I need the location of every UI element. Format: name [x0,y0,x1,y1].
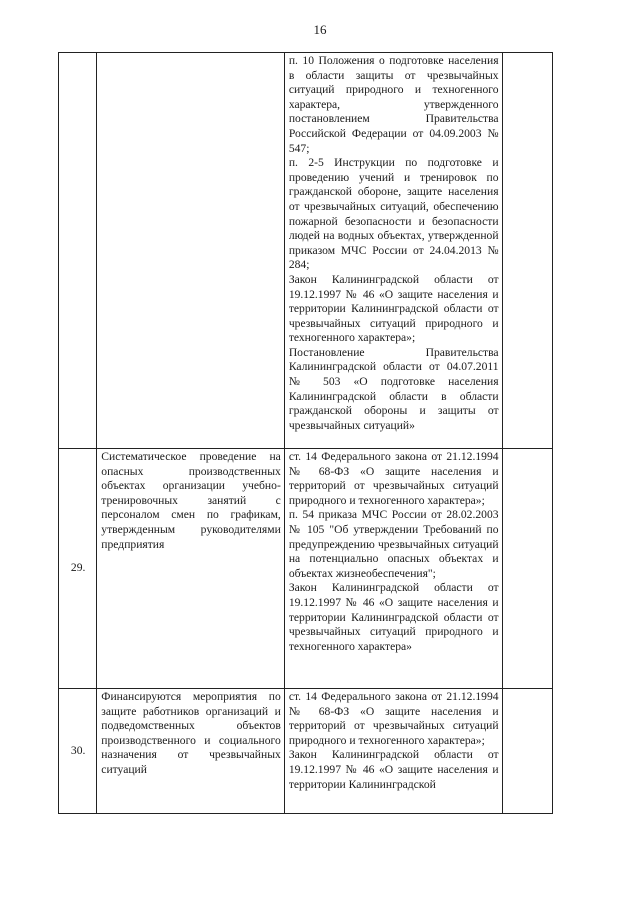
legal-act-text: ст. 14 Федерального закона от 21.12.1994 № 68-ФЗ «О защите населения и территорий от чрезвычайных ситуаций природного и техногенного характера»; [288,450,499,507]
requirement-cell [97,53,285,449]
requirement-text: Систематическое проведение на опасных производственных объектах организации учебно-тренировочных занятий с персоналом смен по графикам, утвержденным руководителями предприятия [101,450,281,551]
table-row [59,53,553,449]
legal-act-text: Постановление Правительства Калининградской области от 04.07.2011 № 503 «О подготовке населения Калининградской области в области гражданской обороны и защиты от чрезвычайных ситуаций» [288,345,499,432]
page-number: 16 [313,22,327,37]
legal-act-text: Закон Калининградской области от 19.12.1997 № 46 «О защите населения и территории Калининградской [288,748,499,791]
table-row [59,449,553,689]
legal-act-text: п. 10 Положения о подготовке населения в области защиты от чрезвычайных ситуаций природного и техногенного характера, утвержденного постановлением Правительства Российской Федерации от 04.09.2003 № 547; [288,54,499,155]
legal-acts-cell [284,53,502,449]
legal-acts-cell [284,689,502,814]
legal-act-text: Закон Калининградской области от 19.12.1997 № 46 «О защите населения и территории Калининградской области от чрезвычайных ситуаций природного и техногенного характера»; [288,272,499,345]
notes-cell [502,449,552,689]
row-number-cell: 30. [59,689,97,814]
notes-cell [502,689,552,814]
row-number-cell [59,53,97,449]
legal-act-text: Закон Калининградской области от 19.12.1997 № 46 «О защите населения и территории Калининградской области от чрезвычайных ситуаций природного и техногенного характера» [288,581,499,653]
row-number-cell: 29. [59,449,97,689]
requirement-cell [97,689,285,814]
legal-acts-cell [284,449,502,689]
legal-act-text: п. 2-5 Инструкции по подготовке и проведению учений и тренировок по гражданской обороне, защите населения от чрезвычайных ситуаций, обеспечению пожарной безопасности и безопасности людей на водных объектах, утвержденной приказом МЧС России от 24.04.2013 № 284; [288,156,499,272]
requirements-table [58,52,553,814]
legal-act-text: п. 54 приказа МЧС России от 28.02.2003 № 105 "Об утверждении Требований по предупреждению чрезвычайных ситуаций на потенциально опасных объектах и объектах жизнеобеспечения"; [288,508,499,580]
legal-act-text: ст. 14 Федерального закона от 21.12.1994 № 68-ФЗ «О защите населения и территорий от чрезвычайных ситуаций природного и техногенного характера»; [288,690,499,747]
requirement-cell [97,449,285,689]
requirement-text: Финансируются мероприятия по защите работников организаций и подведомственных объектов производственного и социального назначения от чрезвычайных ситуаций [101,690,281,776]
notes-cell [502,53,552,449]
table-row [59,689,553,814]
